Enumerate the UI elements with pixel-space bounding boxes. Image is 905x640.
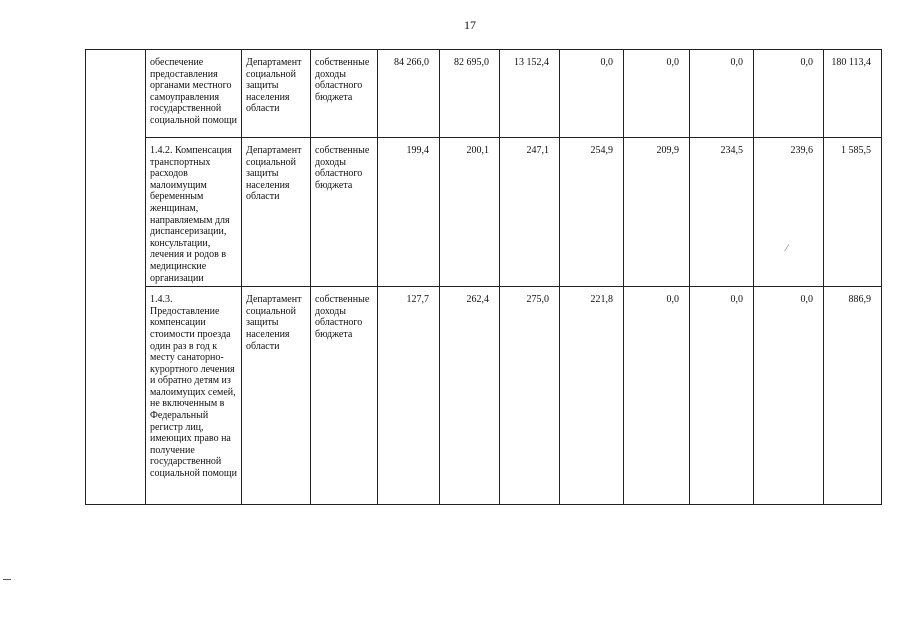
table-row (86, 138, 882, 287)
total-value-cell: 180 113,4 (824, 50, 882, 138)
value-cell: 275,0 (500, 287, 560, 505)
value-cell: 0,0 (754, 50, 824, 138)
value-cell: 0,0 (560, 50, 624, 138)
pen-stroke-mark: ⁄ (786, 243, 788, 253)
funding-source-cell: собственные доходы областного бюджета (311, 287, 378, 505)
executor-cell: Департамент социальной защиты населения области (242, 138, 311, 287)
total-value-cell: 886,9 (824, 287, 882, 505)
empty-merged-cell (86, 50, 146, 505)
value-cell: 0,0 (624, 287, 690, 505)
value-cell: 0,0 (624, 50, 690, 138)
value-cell: 0,0 (690, 287, 754, 505)
measure-name-cell: 1.4.2. Компенсация транспортных расходов малоимущим беременным женщинам, направляемым для диспансеризации, консультации, лечения и родов в медицинские организации (146, 138, 242, 287)
value-cell: 0,0 (754, 287, 824, 505)
measure-name-cell: 1.4.3. Предоставление компенсации стоимости проезда один раз в год к месту санаторно-курортного лечения и обратно детям из малоимущих семей, не включенным в Федеральный регистр лиц, имеющих право на получение государственной социальной помощи (146, 287, 242, 505)
value-cell: 199,4 (378, 138, 440, 287)
value-cell: 262,4 (440, 287, 500, 505)
value-cell: 200,1 (440, 138, 500, 287)
value-cell: 239,6 (754, 138, 824, 287)
executor-cell: Департамент социальной защиты населения области (242, 287, 311, 505)
value-cell: 127,7 (378, 287, 440, 505)
measure-name-cell: обеспечение предоставления органами местного самоуправления государственной социальной помощи (146, 50, 242, 138)
total-value-cell: 1 585,5 (824, 138, 882, 287)
table-row (86, 50, 882, 138)
value-cell: 84 266,0 (378, 50, 440, 138)
value-cell: 234,5 (690, 138, 754, 287)
funding-source-cell: собственные доходы областного бюджета (311, 138, 378, 287)
page-number: 17 (464, 18, 476, 32)
value-cell: 209,9 (624, 138, 690, 287)
table-row (86, 287, 882, 505)
executor-cell: Департамент социальной защиты населения области (242, 50, 311, 138)
value-cell: 82 695,0 (440, 50, 500, 138)
value-cell: 247,1 (500, 138, 560, 287)
scan-artifact-mark (3, 579, 11, 580)
value-cell: 221,8 (560, 287, 624, 505)
budget-table (85, 49, 882, 505)
value-cell: 0,0 (690, 50, 754, 138)
value-cell: 254,9 (560, 138, 624, 287)
value-cell: 13 152,4 (500, 50, 560, 138)
funding-source-cell: собственные доходы областного бюджета (311, 50, 378, 138)
